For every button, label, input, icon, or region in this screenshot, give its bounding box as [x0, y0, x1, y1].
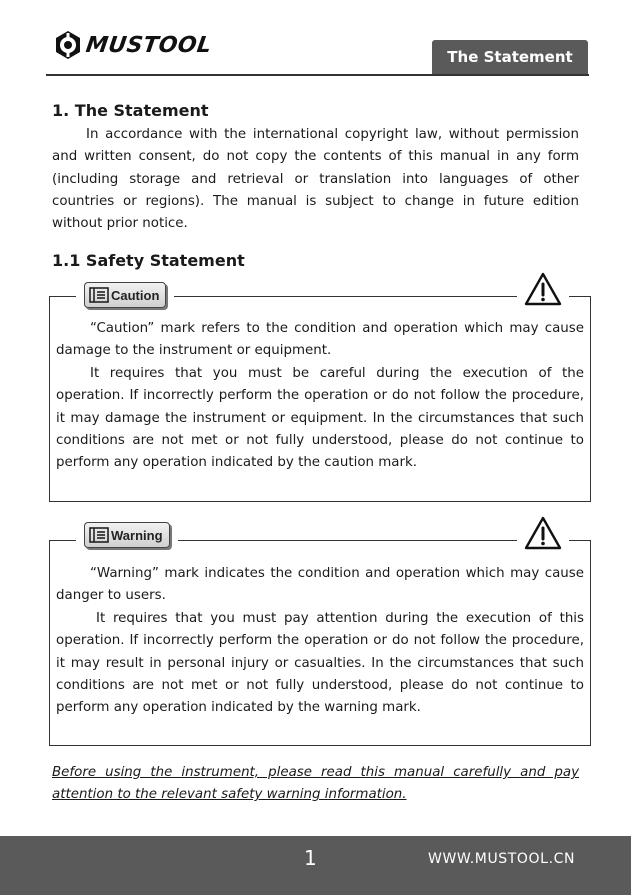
caution-paragraph-2	[56, 363, 584, 474]
statement-paragraph	[52, 124, 579, 235]
book-icon	[89, 527, 109, 543]
book-icon	[89, 287, 109, 303]
warning-badge	[76, 522, 178, 548]
caution-badge	[76, 282, 174, 308]
statement-text: In accordance with the international copyright law, without permission and written consent, do not copy the contents of this manual in any form (including storage and retrieval or translation into languages of other countries or regions). The manual is subject to change in future edition without prior notice.	[52, 127, 579, 232]
safety-footnote: Before using the instrument, please read this manual carefully and pay attention to the relevant safety warning information.	[52, 765, 579, 803]
warning-triangle-icon	[517, 271, 569, 307]
section-tab: The Statement	[432, 40, 588, 74]
warning-text-1: “Warning” mark indicates the condition and operation which may cause danger to users.	[56, 566, 584, 604]
brand-logo	[52, 28, 212, 62]
warning-text-2: It requires that you must pay attention during the execution of this operation. If incorrectly perform the operation or do not follow the procedure, it may result in personal injury or casualties. In the circumstances that such conditions are not met or not fully understood, please do not continue to perform any operation indicated by the warning mark.	[56, 611, 584, 716]
section-heading-safety: 1.1 Safety Statement	[52, 251, 245, 270]
caution-paragraph-1	[56, 318, 584, 363]
warning-paragraph-1	[56, 563, 584, 608]
caution-badge-label: Caution	[111, 287, 160, 303]
caution-text-1: “Caution” mark refers to the condition and operation which may cause damage to the instrument or equipment.	[56, 321, 584, 359]
mustool-logo-icon	[52, 29, 84, 61]
warning-paragraph-2	[56, 608, 584, 719]
warning-triangle-icon	[517, 515, 569, 551]
section-heading-statement: 1. The Statement	[52, 101, 209, 120]
website-link[interactable]: WWW.MUSTOOL.CN	[428, 851, 576, 867]
brand-name: MUSTOOL	[84, 32, 214, 58]
caution-box	[49, 287, 591, 502]
warning-box	[49, 527, 591, 746]
warning-badge-label: Warning	[111, 527, 163, 543]
header-divider	[46, 74, 589, 76]
page-footer	[0, 836, 631, 895]
page-number: 1	[304, 846, 317, 870]
caution-text-2: It requires that you must be careful during the execution of the operation. If incorrectly perform the operation or do not follow the procedure, it may damage the instrument or equipment. In the circumstances that such conditions are not met or not fully understood, please do not continue to perform any operation indicated by the caution mark.	[56, 366, 584, 471]
